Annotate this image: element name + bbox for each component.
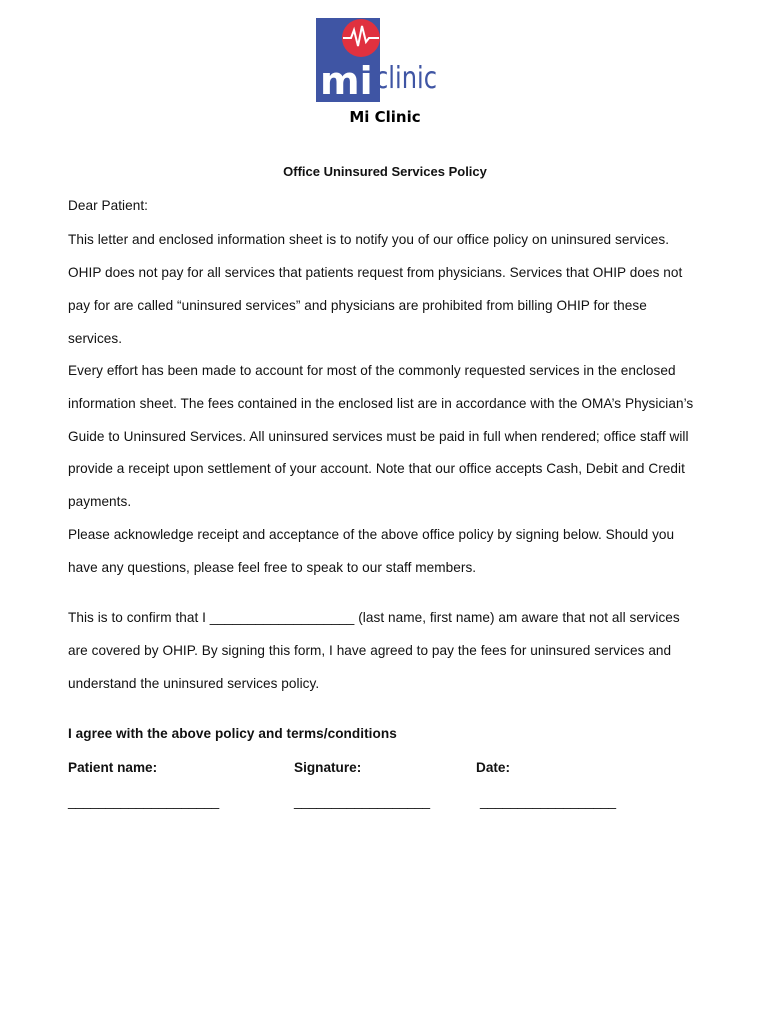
letter-line: pay for are called “uninsured services” and physicians are prohibited from billing OHIP for these	[68, 298, 647, 313]
policy-title: Office Uninsured Services Policy	[283, 164, 487, 179]
letter-line: information sheet. The fees contained in the enclosed list are in accordance with the OMA’s Physician’s	[68, 396, 694, 411]
letter-line: Please acknowledge receipt and acceptance of the above office policy by signing below. Should you	[68, 527, 675, 542]
clinic-name: Mi Clinic	[349, 108, 421, 126]
signature-field[interactable]: __________________	[294, 794, 431, 809]
confirm-line: This is to confirm that I ___________________ (last name, first name) am aware that not all services	[68, 610, 680, 625]
letter-line: have any questions, please feel free to speak to our staff members.	[68, 560, 477, 575]
date-label: Date:	[476, 760, 510, 775]
letter-line: Guide to Uninsured Services. All uninsured services must be paid in full when rendered; office staff will	[68, 429, 689, 444]
svg-text:clinic: clinic	[375, 61, 437, 96]
date-field[interactable]: __________________	[480, 794, 617, 809]
agreement-statement: I agree with the above policy and terms/conditions	[68, 726, 397, 741]
letter-line: payments.	[68, 494, 132, 509]
patient-name-label: Patient name:	[68, 760, 158, 775]
letter-line: Every effort has been made to account for most of the commonly requested services in the enclosed	[68, 363, 676, 378]
letter-line: This letter and enclosed information sheet is to notify you of our office policy on uninsured services.	[68, 232, 670, 247]
patient-name-field[interactable]: ____________________	[68, 794, 220, 809]
mi-clinic-logo	[313, 14, 441, 106]
letter-line: services.	[68, 331, 123, 346]
letter-line: OHIP does not pay for all services that patients request from physicians. Services that OHIP does not	[68, 265, 683, 280]
svg-text:mi: mi	[320, 59, 373, 103]
letter-line: provide a receipt upon settlement of your account. Note that our office accepts Cash, Debit and Credit	[68, 461, 685, 476]
confirm-line: are covered by OHIP. By signing this form, I have agreed to pay the fees for uninsured services and	[68, 643, 672, 658]
signature-label: Signature:	[294, 760, 362, 775]
confirm-line: understand the uninsured services policy.	[68, 676, 320, 691]
greeting: Dear Patient:	[68, 198, 148, 213]
